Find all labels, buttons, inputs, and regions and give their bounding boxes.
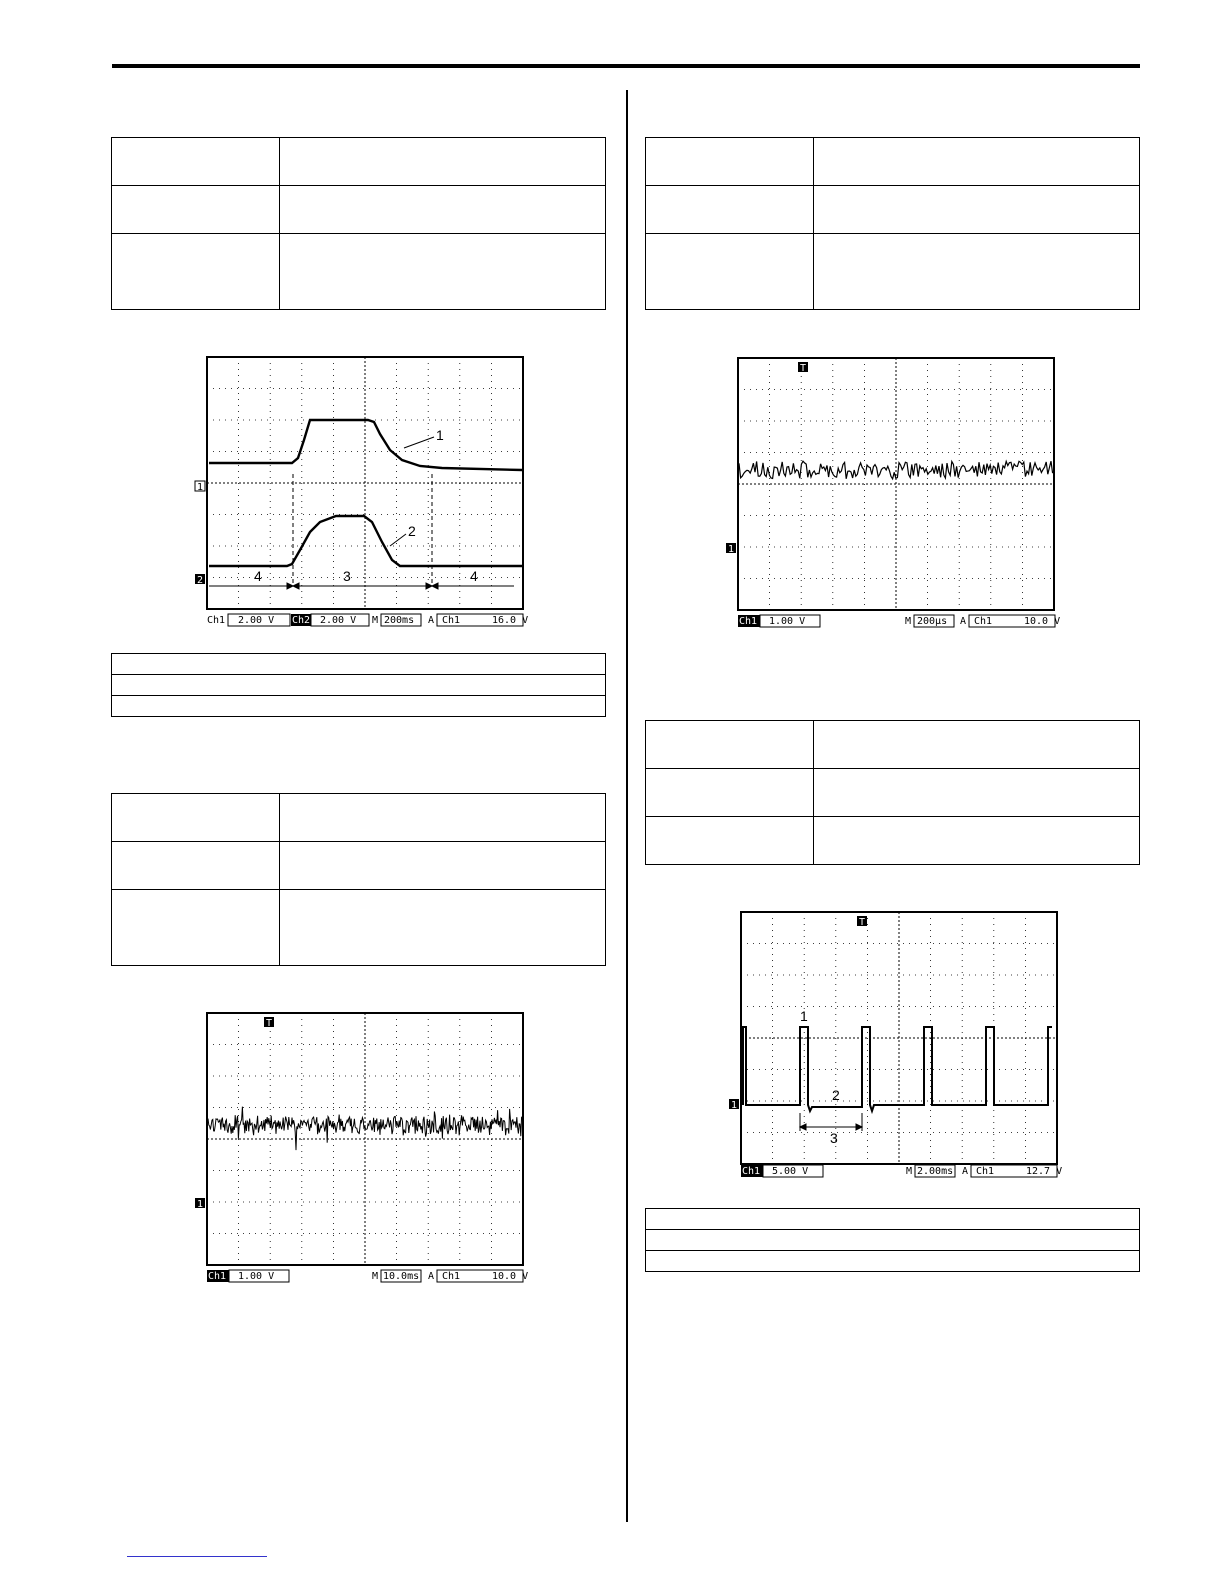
spec-cell [814,817,1140,865]
scope-2-trigger-marker: T [266,1018,273,1029]
scope-1-trig-channel: Ch1 [442,615,461,626]
spec-cell [646,817,814,865]
spec-cell [814,721,1140,769]
legend-row [646,1230,1140,1251]
scope-3-time-value: 200µs [917,616,948,627]
spec-cell [112,794,280,842]
scope-4-callout-2: 2 [832,1087,840,1103]
scope-4-callout-1: 1 [800,1008,808,1024]
scope-2-trig-label: A [428,1271,435,1282]
legend-row [646,1209,1140,1230]
scope-2-trig-value: 10.0 V [492,1271,529,1282]
scope-2-time-label: M [372,1271,379,1282]
scope-4-time-value: 2.00ms [917,1166,954,1177]
spec-table-2 [111,793,606,966]
spec-cell [646,138,814,186]
scope-1-ch1-label: Ch1 [207,615,226,626]
spec-table-3 [645,137,1140,310]
oscilloscope-screen-4 [726,909,1066,1184]
spec-cell [280,842,606,890]
scope-4-grid [741,912,1057,1164]
scope-2-ch1-label: Ch1 [208,1271,227,1282]
legend-table-1 [111,653,606,717]
oscilloscope-screen-2 [192,1010,532,1285]
scope-3-trig-channel: Ch1 [974,616,993,627]
spec-cell [814,138,1140,186]
scope-1-callout-4a: 4 [254,568,262,584]
scope-2-ch1-value: 1.00 V [238,1271,275,1282]
scope-1-trig-label: A [428,615,435,626]
scope-3-trigger-marker: T [800,363,807,374]
scope-3-trig-value: 10.0 V [1024,616,1061,627]
scope-4-trig-value: 12.7 V [1026,1166,1063,1177]
scope-2-time-value: 10.0ms [383,1271,420,1282]
oscilloscope-screen-1 [192,354,532,629]
spec-cell [112,842,280,890]
spec-cell [112,138,280,186]
oscilloscope-screen-3 [723,355,1063,630]
legend-row [646,1251,1140,1272]
scope-1-ch2-label: Ch2 [292,615,311,626]
scope-1-trig-value: 16.0 V [492,615,529,626]
spec-cell [280,890,606,966]
spec-cell [646,234,814,310]
spec-cell [280,794,606,842]
scope-1-time-value: 200ms [384,615,415,626]
scope-4-trigger-marker: T [859,917,866,928]
spec-cell [112,890,280,966]
scope-1-ch2-marker: 2 [197,575,204,586]
scope-3-time-label: M [905,616,912,627]
legend-row [112,654,606,675]
column-divider [626,90,628,1522]
spec-cell [646,769,814,817]
scope-3-ch1-value: 1.00 V [769,616,806,627]
scope-1-ch1-value: 2.00 V [238,615,275,626]
spec-cell [814,234,1140,310]
scope-4-trace [743,1027,1052,1111]
scope-4-time-label: M [906,1166,913,1177]
scope-3-ch1-label: Ch1 [739,616,758,627]
scope-1-callout-4b: 4 [470,568,478,584]
scope-1-callout-1: 1 [436,427,444,443]
scope-4-callout-3: 3 [830,1130,838,1146]
legend-table-2 [645,1208,1140,1272]
spec-cell [814,769,1140,817]
spec-table-4 [645,720,1140,865]
spec-cell [280,234,606,310]
spec-cell [646,721,814,769]
spec-table-1 [111,137,606,310]
legend-row [112,675,606,696]
scope-4-trig-label: A [962,1166,969,1177]
scope-4-ch1-label: Ch1 [742,1166,761,1177]
spec-cell [646,186,814,234]
spec-cell [112,186,280,234]
scope-1-time-label: M [372,615,379,626]
scope-1-callout-2: 2 [408,523,416,539]
scope-3-ch1-marker: 1 [728,544,735,555]
legend-row [112,696,606,717]
scope-3-trig-label: A [960,616,967,627]
scope-1-ch1-marker: 1 [197,482,204,493]
footer-link-underline [127,1556,267,1557]
scope-1-callout-3: 3 [343,568,351,584]
spec-cell [112,234,280,310]
spec-cell [280,186,606,234]
spec-cell [814,186,1140,234]
scope-4-trig-channel: Ch1 [976,1166,995,1177]
header-rule [112,64,1140,68]
scope-2-ch1-marker: 1 [197,1199,204,1210]
scope-4-ch1-value: 5.00 V [772,1166,809,1177]
spec-cell [280,138,606,186]
scope-2-grid [207,1013,523,1265]
scope-3-grid [738,358,1054,610]
scope-2-trig-channel: Ch1 [442,1271,461,1282]
scope-4-ch1-marker: 1 [731,1100,738,1111]
scope-1-ch2-value: 2.00 V [320,615,357,626]
